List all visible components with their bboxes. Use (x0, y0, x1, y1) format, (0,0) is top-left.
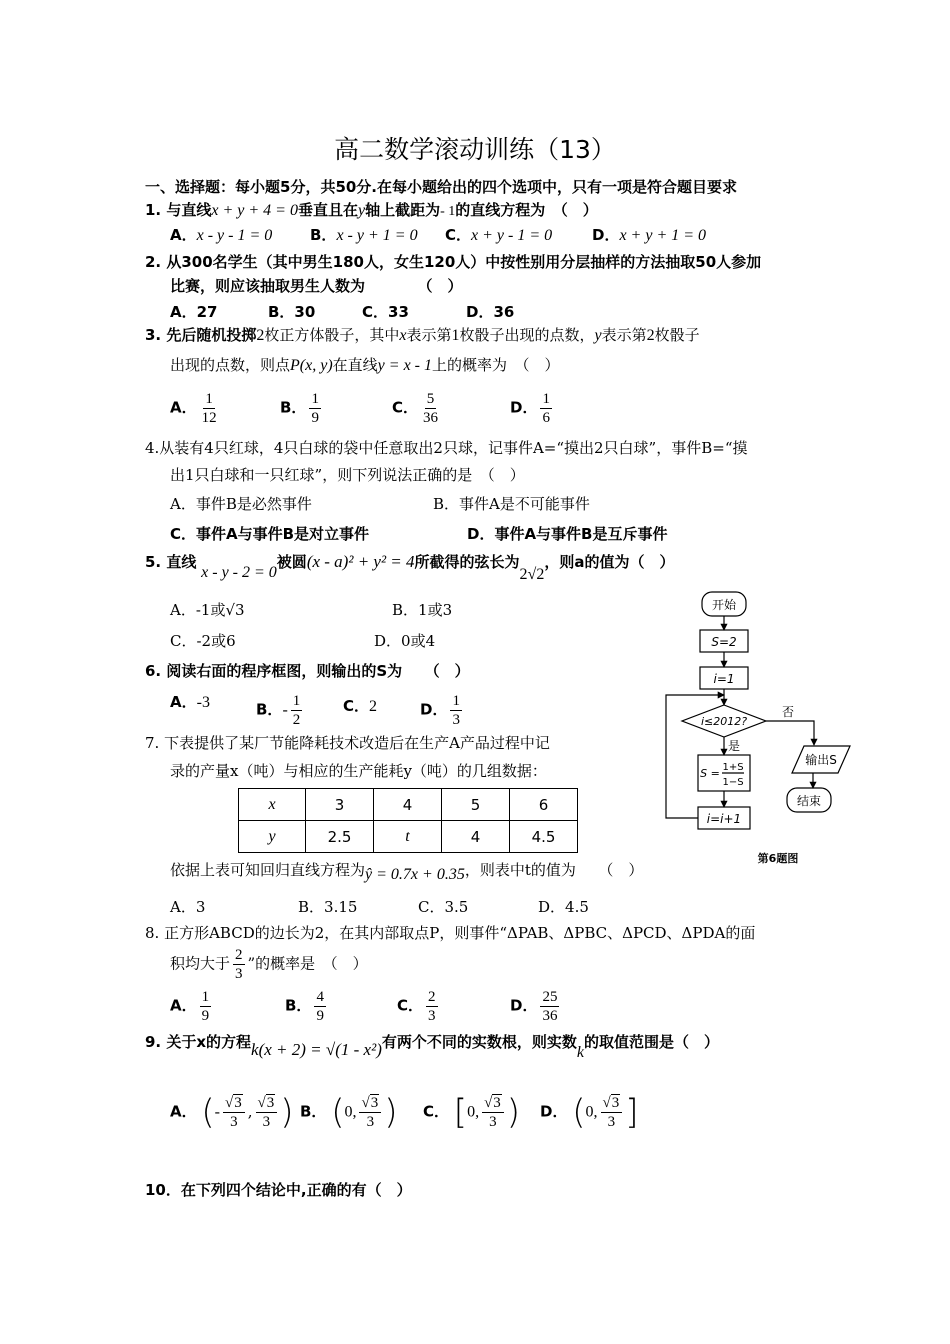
flowchart-yes-label: 是 (727, 739, 741, 753)
question-4-option-b[interactable]: B．事件A是不可能事件 (433, 495, 590, 513)
question-3-option-b[interactable]: B． $\frac{1}{9}$ (280, 391, 319, 426)
question-8-line-1: 8. 正方形ABCD的边长为2，在其内部取点P，则事件“ΔPAB、ΔPBC、ΔPCD、ΔPDA的面 (145, 924, 756, 942)
question-7-line-2: 录的产量x（吨）与相应的生产能耗y（吨）的几组数据： (170, 762, 547, 780)
question-3-line-2: 出现的点数，则点P(x, y)在直线y = x - 1上的概率为 （ ） (170, 356, 560, 374)
question-8-line-2: 积均大于 $\frac{2}{3}$ ”的概率是 （ ） (170, 947, 368, 982)
flowchart-caption: 第6题图 (757, 852, 799, 865)
question-8-option-b[interactable]: B． $\frac{4}{9}$ (285, 989, 324, 1024)
question-9-option-d[interactable]: D． (0, $\frac{√3}{3}$ ] (540, 1092, 639, 1133)
question-9-option-a[interactable]: A． (- $\frac{√3}{3}$ , $\frac{√3}{3}$ ) (170, 1092, 294, 1133)
table-cell: y (239, 821, 306, 853)
question-4-option-c[interactable]: C．事件A与事件B是对立事件 (170, 525, 370, 543)
table-cell: 2.5 (306, 821, 374, 853)
flowchart-s2-label: S=2 (711, 635, 737, 649)
question-4-line-2: 出1只白球和一只红球”，则下列说法正确的是 （ ） (170, 466, 525, 484)
question-5-option-b[interactable]: B．1或3 (392, 601, 453, 619)
question-3-line-1: 3. 先后随机投掷2枚正方体骰子，其中x表示第1枚骰子出现的点数，y表示第2枚骰子 (145, 326, 700, 344)
table-cell: 4 (442, 821, 510, 853)
flowchart-end-label: 结束 (796, 794, 822, 808)
table-cell: x (239, 789, 306, 821)
flowchart-output-label: 输出S (805, 753, 837, 767)
question-7-option-b[interactable]: B．3.15 (298, 898, 358, 916)
question-4-option-a[interactable]: A．事件B是必然事件 (170, 495, 312, 513)
table-cell: 3 (306, 789, 374, 821)
question-8-option-c[interactable]: C． $\frac{2}{3}$ (397, 989, 436, 1024)
question-2-line-2: 比赛，则应该抽取男生人数为 （ ） (170, 277, 463, 295)
table-cell: 5 (442, 789, 510, 821)
flowchart-update-denominator: 1−S (722, 777, 744, 788)
question-8-option-a[interactable]: A． $\frac{1}{9}$ (170, 989, 210, 1024)
flowchart-condition-label: i≤2012? (700, 715, 748, 728)
question-2-option-a[interactable]: A．27 (170, 303, 218, 321)
question-5: 5. 直线 x - y - 2 = 0被圆(x - a)² + y² = 4所截得的弦长为2√2，则a的值为（ ） (145, 552, 675, 583)
question-9: 9. 关于x的方程k(x + 2) = √(1 - x²)有两个不同的实数根，则实数k的取值范围是（ ） (145, 1033, 719, 1061)
question-5-option-d[interactable]: D．0或4 (374, 632, 436, 650)
question-1-option-d[interactable]: D．x + y + 1 = 0 (592, 226, 707, 244)
question-1-option-c[interactable]: C．x + y - 1 = 0 (445, 226, 553, 244)
question-6: 6. 阅读右面的程序框图，则输出的S为 （ ） (145, 662, 470, 680)
question-1: 1. 与直线x + y + 4 = 0垂直且在y轴上截距为- 1的直线方程为 （ ） (145, 201, 598, 219)
question-7-option-c[interactable]: C．3.5 (418, 898, 469, 916)
question-3-option-a[interactable]: A． $\frac{1}{12}$ (170, 391, 217, 426)
question-7-line-3: 依据上表可知回归直线方程为ŷ = 0.7x + 0.35，则表中t的值为 （ ） (170, 861, 644, 883)
flowchart-i1-label: i=1 (713, 672, 735, 686)
section-heading: 一、选择题：每小题5分，共50分.在每小题给出的四个选项中，只有一项是符合题目要求 (145, 178, 738, 196)
flowchart-no-label: 否 (781, 705, 795, 719)
question-2-option-d[interactable]: D．36 (466, 303, 515, 321)
question-8-option-d[interactable]: D． $\frac{25}{36}$ (510, 989, 558, 1024)
question-4-option-d[interactable]: D．事件A与事件B是互斥事件 (467, 525, 668, 543)
question-7-option-a[interactable]: A．3 (170, 898, 206, 916)
flowchart-figure (660, 585, 860, 870)
table-row (239, 789, 578, 821)
question-5-option-a[interactable]: A．-1或√3 (170, 601, 245, 619)
table-cell: t (374, 821, 442, 853)
question-2-option-c[interactable]: C．33 (362, 303, 409, 321)
question-6-option-d[interactable]: D． $\frac{1}{3}$ (420, 693, 460, 728)
question-3-option-d[interactable]: D． $\frac{1}{6}$ (510, 391, 550, 426)
question-1-option-a[interactable]: A．x - y - 1 = 0 (170, 226, 273, 244)
question-10: 10．在下列四个结论中,正确的有（ ） (145, 1181, 412, 1199)
question-7-option-d[interactable]: D．4.5 (538, 898, 589, 916)
question-4-line-1: 4.从装有4只红球，4只白球的袋中任意取出2只球，记事件A=“摸出2只白球”，事件B=“摸 (145, 439, 748, 457)
data-table (238, 788, 578, 853)
flowchart-start-label: 开始 (711, 598, 737, 612)
table-cell: 4 (374, 789, 442, 821)
page-title: 高二数学滚动训练（13） (334, 135, 616, 164)
question-2-option-b[interactable]: B．30 (268, 303, 316, 321)
question-6-option-b[interactable]: B．- $\frac{1}{2}$ (256, 693, 301, 728)
question-7-line-1: 7. 下表提供了某厂节能降耗技术改造后在生产A产品过程中记 (145, 734, 550, 752)
table-cell: 6 (510, 789, 578, 821)
question-5-option-c[interactable]: C．-2或6 (170, 632, 236, 650)
table-row (239, 821, 578, 853)
question-6-option-a[interactable]: A．-3 (170, 693, 210, 711)
flowchart-increment-label: i=i+1 (706, 812, 742, 826)
question-9-option-b[interactable]: B． (0, $\frac{√3}{3}$ ) (300, 1092, 398, 1133)
question-6-option-c[interactable]: C．2 (343, 697, 378, 715)
question-9-option-c[interactable]: C． [0, $\frac{√3}{3}$ ) (423, 1092, 521, 1133)
question-1-option-b[interactable]: B．x - y + 1 = 0 (310, 226, 418, 244)
flowchart-update-numerator: 1+S (722, 762, 744, 773)
question-3-option-c[interactable]: C． $\frac{5}{36}$ (392, 391, 439, 426)
question-2-line-1: 2. 从300名学生（其中男生180人，女生120人）中按性别用分层抽样的方法抽取50人参加 (145, 253, 762, 271)
flowchart-update-lhs: S = (700, 767, 720, 780)
table-cell: 4.5 (510, 821, 578, 853)
